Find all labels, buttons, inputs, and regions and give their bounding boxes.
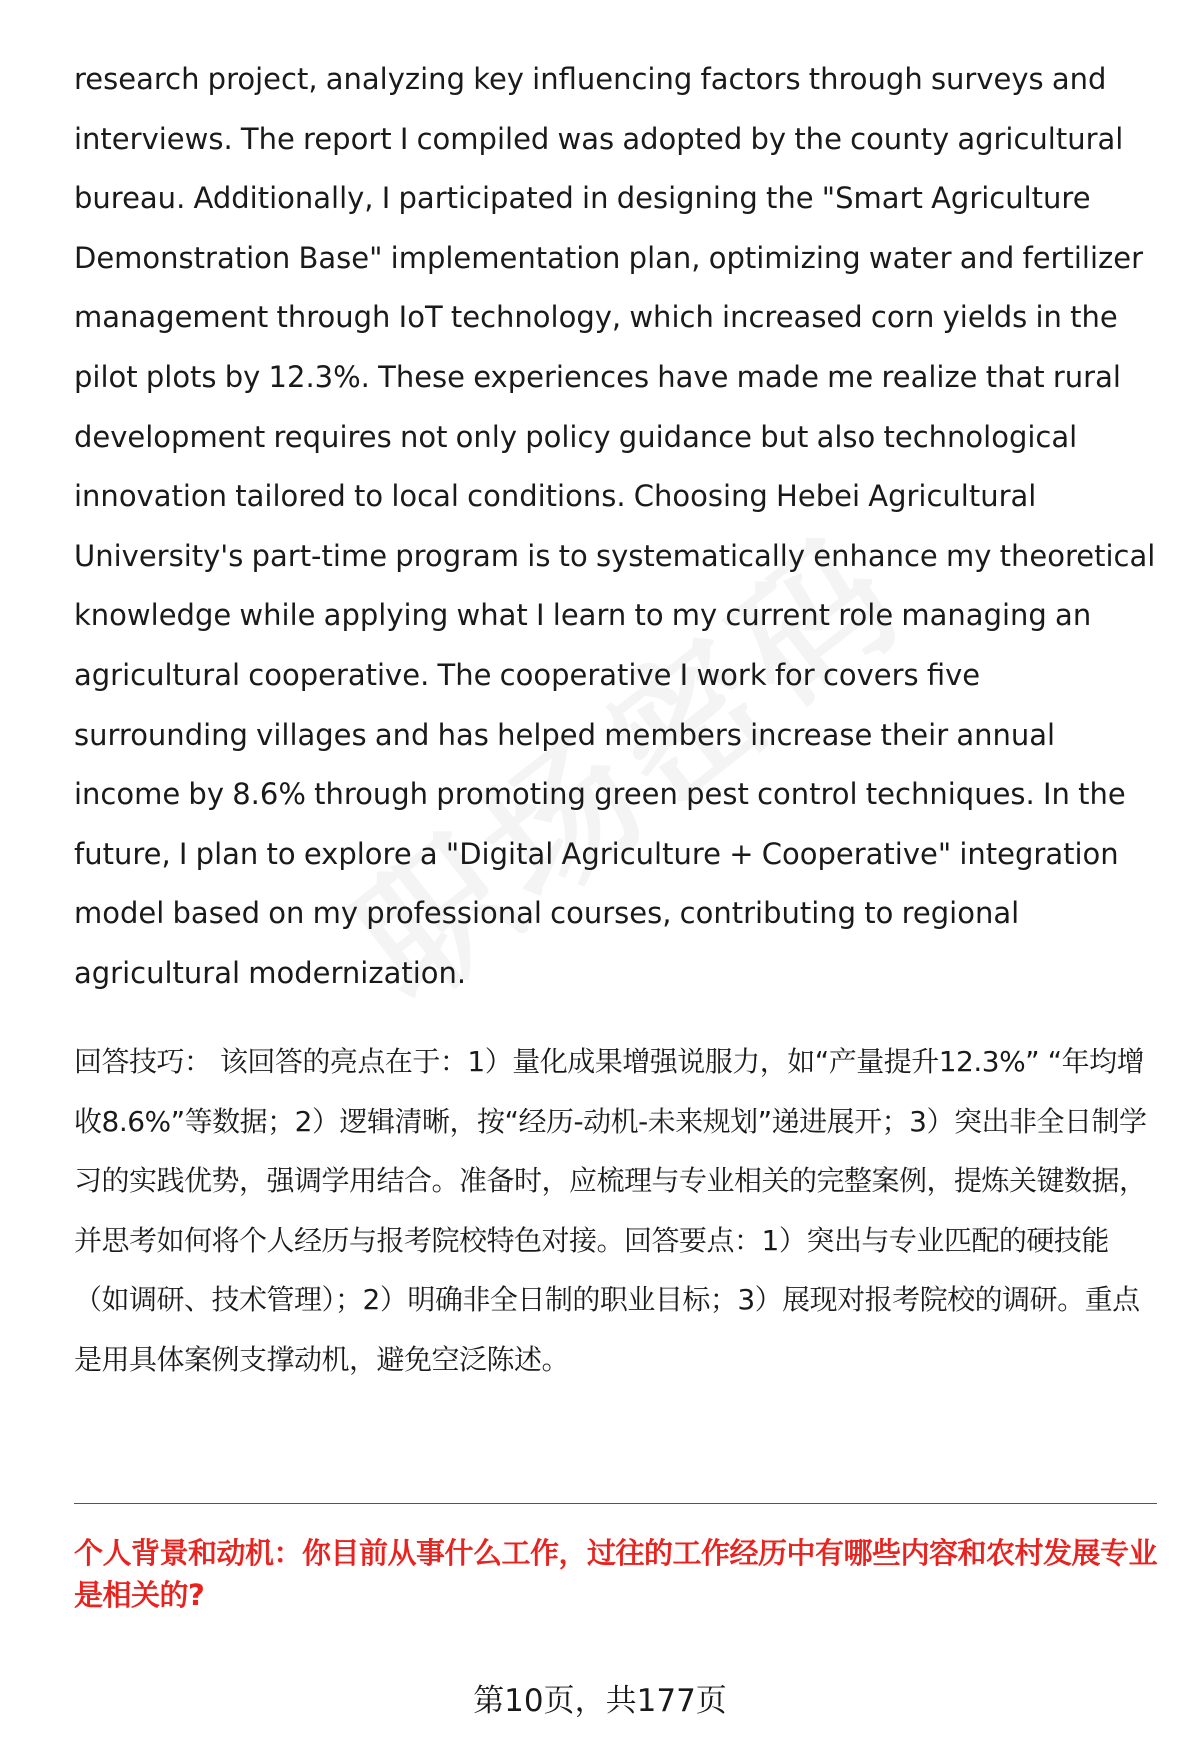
answer-paragraph: research project, analyzing key influencing factors through surveys and interviews. The report I compiled was adopted by the county agricultural bureau. Additionally, I participated in designing the "Smart Agriculture Demonstration Base" implementation plan, optimizing water and fertilizer management through IoT technology, which increased corn yields in the pilot plots by 12.3%. These experiences have made me realize that rural development requires not only policy guidance but also technological innovation tailored to local conditions. Choosing Hebei Agricultural University's part-time program is to systematically enhance my theoretical knowledge while applying what I learn to my current role managing an agricultural cooperative. The cooperative I work for covers five surrounding villages and has helped members increase their annual income by 8.6% through promoting green pest control techniques. In the future, I plan to explore a "Digital Agriculture + Cooperative" integration model based on my professional courses, contributing to regional agricultural modernization. — [74, 62, 1156, 990]
page-number-footer: 第10页，共177页 — [473, 1683, 727, 1719]
answer-tips-paragraph: 回答技巧： 该回答的亮点在于：1）量化成果增强说服力，如“产量提升12.3%” “年均增收8.6%”等数据；2）逻辑清晰，按“经历-动机-未来规划”递进展开；3）突出非全日制学习的实践优势，强调学用结合。准备时，应梳理与专业相关的完整案例，提炼关键数据，并思考如何将个人经历与报考院校特色对接。回答要点：1）突出与专业匹配的硬技能（如调研、技术管理）；2）明确非全日制的职业目标；3）展现对报考院校的调研。重点是用具体案例支撑动机，避免空泛陈述。 — [74, 1045, 1147, 1376]
section-divider — [74, 1503, 1157, 1504]
next-question-heading: 个人背景和动机：你目前从事什么工作，过往的工作经历中有哪些内容和农村发展专业是相关的? — [74, 1536, 1158, 1612]
